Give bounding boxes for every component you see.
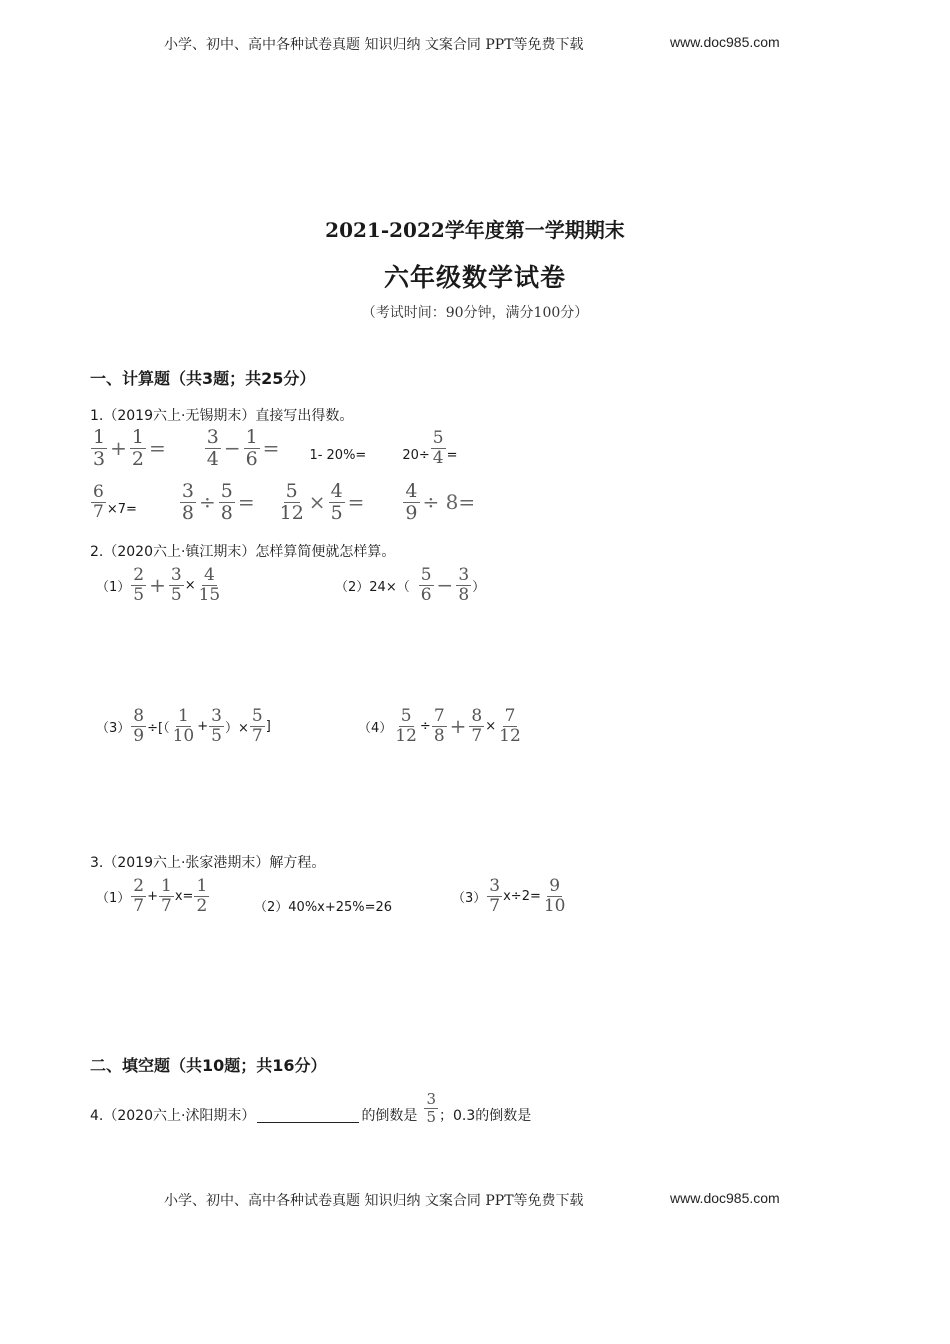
fraction: $\frac{1}{2}$ [196,875,208,916]
fraction: $\frac{9}{10}$ [543,875,566,916]
section-1-heading: 一、计算题（共3题；共25分） [90,369,316,388]
question-2-label: 2.（2020六上·镇江期末）怎样算简便就怎样算。 [90,544,396,560]
fraction: $\frac{4}{5}$ [330,479,343,524]
q2-part1: （1） $\frac{2}{5}$ + $\frac{3}{5}$ × $\frac{4}{15}$ [96,564,221,605]
fraction: $\frac{3}{4}$ [206,425,219,470]
percent-expression: 1- 20%= [309,447,367,463]
footer-text: 小学、初中、高中各种试卷真题 知识归纳 文案合同 PPT等免费下载 [164,1193,584,1209]
question-1-label: 1.（2019六上·无锡期末）直接写出得数。 [90,408,354,424]
question-4: 4.（2020六上·沭阳期末） 的倒数是 $\frac{3}{5}$ ；0.3的倒数是 [90,1089,532,1126]
q2-part2: （2） 24×（ $\frac{5}{6}$ − $\frac{3}{8}$ ） [335,564,486,605]
fraction: $\frac{8}{7}$ [471,705,483,746]
fraction: $\frac{7}{12}$ [499,705,521,746]
answer-blank[interactable] [257,1107,359,1123]
page-footer [164,1190,584,1210]
fraction: $\frac{1}{6}$ [245,425,258,470]
exam-title-line1: 2021-2022学年度第一学期期末 [325,218,625,242]
fraction: $\frac{5}{7}$ [251,705,263,746]
fraction: $\frac{2}{5}$ [133,564,145,605]
page-header [164,34,584,54]
fraction: $\frac{8}{9}$ [133,705,145,746]
question-3-label: 3.（2019六上·张家港期末）解方程。 [90,855,326,871]
fraction: $\frac{2}{7}$ [133,875,145,916]
fraction: $\frac{3}{5}$ [426,1089,436,1126]
exam-title-line3: （考试时间：90分钟，满分100分） [361,305,589,321]
fraction: $\frac{3}{7}$ [489,875,501,916]
fraction: $\frac{1}{10}$ [172,705,195,746]
fraction: $\frac{5}{12}$ [395,705,417,746]
header-url[interactable]: www.doc985.com [670,34,780,50]
fraction: $\frac{1}{3}$ [93,425,106,470]
header-text: 小学、初中、高中各种试卷真题 知识归纳 文案合同 PPT等免费下载 [164,37,584,53]
fraction: $\frac{3}{8}$ [458,564,470,605]
fraction: $\frac{3}{5}$ [170,564,182,605]
fraction: $\frac{5}{4}$ [432,427,444,468]
fraction: $\frac{3}{8}$ [181,479,194,524]
q3-part1: （1） $\frac{2}{7}$ + $\frac{1}{7}$ x= $\frac{1}{2}$ [96,875,208,916]
fraction: $\frac{1}{2}$ [131,425,144,470]
q1-row1: $\frac{1}{3}$ + $\frac{1}{2}$ = $\frac{3}{4}$ − $\frac{1}{6}$ = 1- 20%= 20÷ $\frac{5}{4}$ = [93,425,458,470]
fraction: $\frac{7}{8}$ [433,705,445,746]
q3-part2: （2）40%x+25%=26 [254,900,393,915]
q2-part3: （3） $\frac{8}{9}$ ÷[（ $\frac{1}{10}$ + $\frac{3}{5}$ ）× $\frac{5}{7}$ ] [96,705,271,746]
q3-part3: （3） $\frac{3}{7}$ x÷2= $\frac{9}{10}$ [452,875,566,916]
fraction: $\frac{5}{6}$ [420,564,432,605]
fraction: $\frac{6}{7}$ [93,481,104,522]
footer-url[interactable]: www.doc985.com [670,1190,780,1206]
q1-row2: $\frac{6}{7}$ ×7= $\frac{3}{8}$ ÷ $\frac{5}{8}$ = $\frac{5}{12}$ × $\frac{4}{5}$ = $\frac{4}{9}$ ÷ 8= [93,479,476,524]
fraction: $\frac{1}{7}$ [161,875,172,916]
q2-part4: （4） $\frac{5}{12}$ ÷ $\frac{7}{8}$ + $\frac{8}{7}$ × $\frac{7}{12}$ [358,705,521,746]
fraction: $\frac{3}{5}$ [211,705,222,746]
exam-title-line2: 六年级数学试卷 [383,263,566,292]
fraction: $\frac{4}{15}$ [198,564,221,605]
fraction: $\frac{5}{8}$ [220,479,233,524]
fraction: $\frac{4}{9}$ [405,479,418,524]
section-2-heading: 二、填空题（共10题；共16分） [90,1056,327,1075]
fraction: $\frac{5}{12}$ [279,479,304,524]
